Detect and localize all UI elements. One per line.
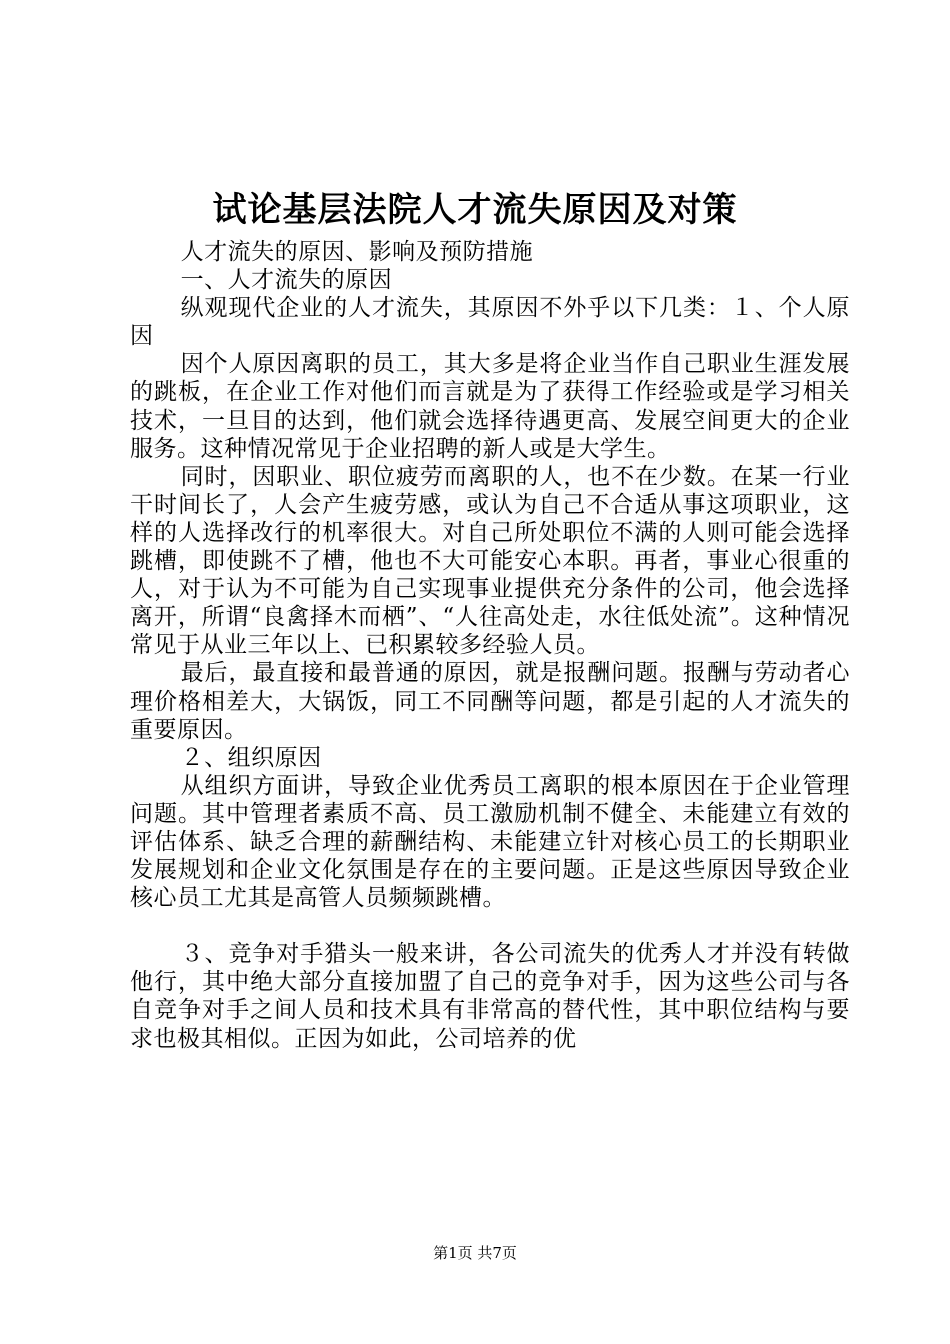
paragraph-spacer (130, 912, 850, 940)
paragraph: 因个人原因离职的员工，其大多是将企业当作自己职业生涯发展的跳板，在企业工作对他们而言就是为了获得工作经验或是学习相关技术，一旦目的达到，他们就会选择待遇更高、发展空间更大的企业服务。这种情况常见于企业招聘的新人或是大学生。 (130, 351, 850, 462)
paragraph: ３、竞争对手猎头一般来讲，各公司流失的优秀人才并没有转做他行，其中绝大部分直接加盟了自己的竞争对手，因为这些公司与各自竞争对手之间人员和技术具有非常高的替代性，其中职位结构与要求也极其相似。正因为如此，公司培养的优 (130, 941, 850, 1052)
paragraph: 纵观现代企业的人才流失，其原因不外乎以下几类：１、个人原因 (130, 295, 850, 350)
document-title: 试论基层法院人才流失原因及对策 (212, 190, 738, 230)
section-heading-1: 一、人才流失的原因 (180, 267, 393, 294)
paragraph: 从组织方面讲，导致企业优秀员工离职的根本原因在于企业管理问题。其中管理者素质不高、员工激励机制不健全、未能建立有效的评估体系、缺乏合理的薪酬结构、未能建立针对核心员工的长期职业发展规划和企业文化氛围是存在的主要问题。正是这些原因导致企业核心员工尤其是高管人员频频跳槽。 (130, 772, 850, 912)
paragraph: 同时，因职业、职位疲劳而离职的人，也不在少数。在某一行业干时间长了，人会产生疲劳感，或认为自己不合适从事这项职业，这样的人选择改行的机率很大。对自己所处职位不满的人则可能会选择跳槽，即使跳不了槽，他也不大可能安心本职。再者，事业心很重的人，对于认为不可能为自己实现事业提供充分条件的公司，他会选择离开，所谓“良禽择木而栖”、“人往高处走，水往低处流”。这种情况常见于从业三年以上、已积累较多经验人员。 (130, 463, 850, 659)
paragraph-subtitle: 人才流失的原因、影响及预防措施 (180, 239, 534, 265)
paragraph: 最后，最直接和最普通的原因，就是报酬问题。报酬与劳动者心理价格相差大，大锅饭，同工不同酬等问题，都是引起的人才流失的重要原因。 (130, 660, 850, 743)
section-heading-2: ２、组织原因 (180, 744, 322, 771)
page-number: 第1页 共7页 (433, 1244, 517, 1262)
document-body (130, 238, 850, 1053)
